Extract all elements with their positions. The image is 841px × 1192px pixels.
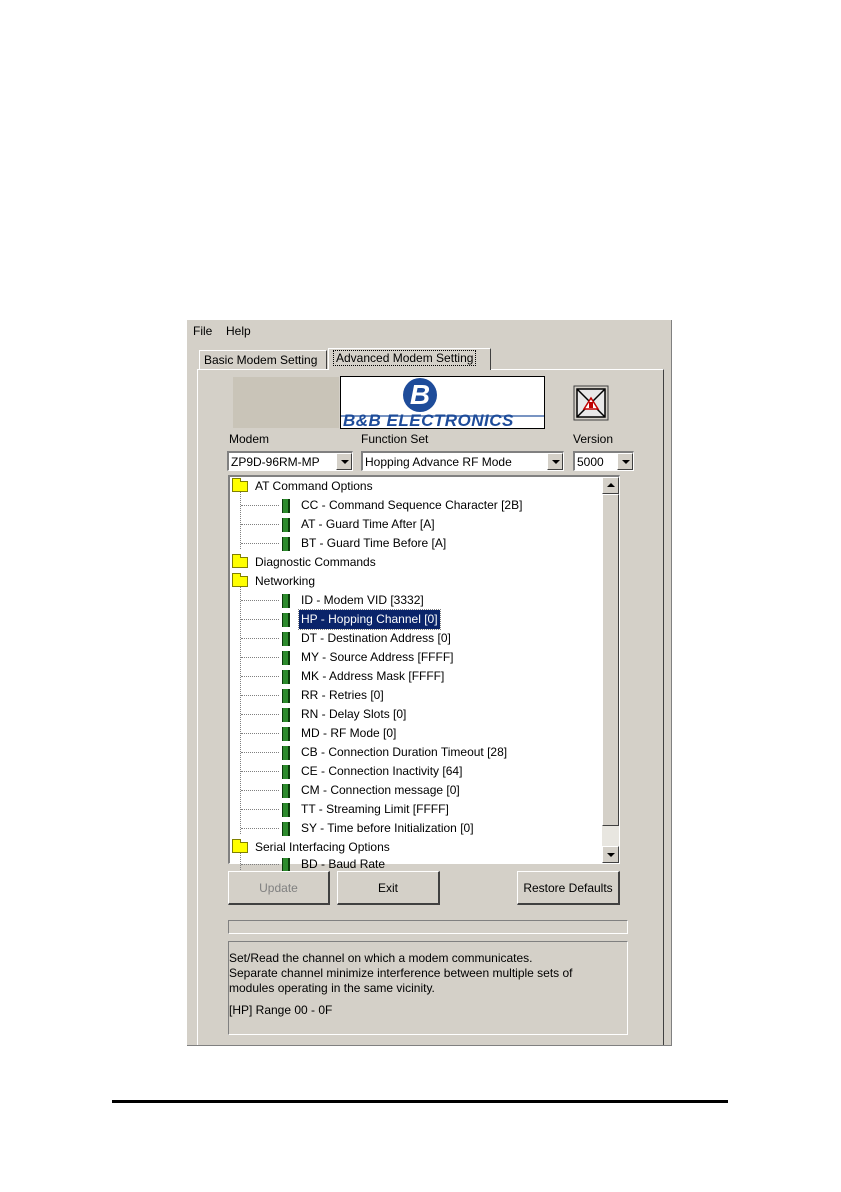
- tab-basic-label: Basic Modem Setting: [204, 353, 318, 367]
- tree-connector: [241, 771, 279, 772]
- version-dropdown-button[interactable]: [617, 453, 633, 470]
- tree-item[interactable]: [230, 705, 600, 724]
- parameter-icon: [282, 689, 290, 703]
- version-value: 5000: [577, 455, 604, 469]
- description-line: Set/Read the channel on which a modem communicates.: [229, 951, 533, 965]
- tree-connector: [241, 524, 279, 525]
- chevron-down-icon: [552, 460, 560, 464]
- tree-item[interactable]: [230, 743, 600, 762]
- tab-advanced-modem-setting[interactable]: [328, 348, 491, 370]
- tree-item-label: MK - Address Mask [FFFF]: [301, 669, 445, 683]
- chevron-down-icon: [341, 460, 349, 464]
- tree-connector: [241, 619, 279, 620]
- tree-connector: [241, 505, 279, 506]
- tree-item[interactable]: [230, 667, 600, 686]
- modem-dropdown-button[interactable]: [336, 453, 352, 470]
- tree-connector: [241, 714, 279, 715]
- parameter-icon: [282, 708, 290, 722]
- tree-folder-label: AT Command Options: [255, 479, 373, 493]
- folder-icon: [232, 842, 248, 853]
- parameter-icon: [282, 537, 290, 551]
- parameter-icon: [282, 651, 290, 665]
- tree-folder-label: Networking: [255, 574, 316, 588]
- tree-connector: [241, 676, 279, 677]
- tree-folder-networking[interactable]: [230, 572, 600, 591]
- tree-item-label: HP - Hopping Channel [0]: [299, 610, 440, 629]
- tree-connector: [241, 695, 279, 696]
- modem-select[interactable]: [227, 451, 353, 471]
- parameter-icon: [282, 765, 290, 779]
- function-set-label: Function Set: [361, 432, 429, 446]
- modem-value: ZP9D-96RM-MP: [231, 455, 320, 469]
- tree-item-label: ID - Modem VID [3332]: [301, 593, 424, 607]
- parameter-icon: [282, 670, 290, 684]
- folder-icon: [232, 557, 248, 568]
- parameter-icon: [282, 746, 290, 760]
- tree-item[interactable]: [230, 819, 600, 838]
- tree-item-label: DT - Destination Address [0]: [301, 631, 451, 645]
- disconnected-icon[interactable]: [573, 385, 609, 421]
- tree-item-label: RR - Retries [0]: [301, 688, 384, 702]
- scroll-thumb[interactable]: [602, 494, 619, 826]
- exit-button[interactable]: Exit: [337, 871, 440, 905]
- tree-item[interactable]: [230, 515, 600, 534]
- version-select[interactable]: [573, 451, 634, 471]
- menu-file[interactable]: File: [193, 324, 213, 338]
- tree-item[interactable]: [230, 496, 600, 515]
- tree-folder-label: Serial Interfacing Options: [255, 840, 390, 854]
- description-box: [228, 941, 628, 1035]
- parameter-icon: [282, 518, 290, 532]
- tree-connector: [241, 657, 279, 658]
- tree-item-label: MY - Source Address [FFFF]: [301, 650, 454, 664]
- tree-item-label: CM - Connection message [0]: [301, 783, 460, 797]
- version-label: Version: [573, 432, 614, 446]
- parameter-icon: [282, 499, 290, 513]
- tree-folder-label: Diagnostic Commands: [255, 555, 376, 569]
- scroll-up-button[interactable]: [602, 477, 619, 494]
- folder-icon: [232, 481, 248, 492]
- tree-connector: [241, 790, 279, 791]
- parameter-icon: [282, 858, 290, 872]
- tree-item-label: SY - Time before Initialization [0]: [301, 821, 474, 835]
- progress-bar: [228, 920, 628, 934]
- restore-defaults-button[interactable]: Restore Defaults: [517, 871, 620, 905]
- parameter-icon: [282, 613, 290, 627]
- function-set-value: Hopping Advance RF Mode: [365, 455, 512, 469]
- tree-item-label: TT - Streaming Limit [FFFF]: [301, 802, 449, 816]
- tree-connector: [241, 543, 279, 544]
- logo-mark: B: [403, 378, 437, 412]
- footer-rule: [112, 1100, 728, 1103]
- parameter-icon: [282, 594, 290, 608]
- tree-item-selected[interactable]: [230, 610, 600, 629]
- tree-connector: [241, 828, 279, 829]
- parameter-icon: [282, 784, 290, 798]
- parameter-icon: [282, 727, 290, 741]
- tree-item[interactable]: [230, 686, 600, 705]
- tree-connector: [241, 752, 279, 753]
- chevron-up-icon: [607, 483, 615, 487]
- tree-item-label: RN - Delay Slots [0]: [301, 707, 407, 721]
- tree-item[interactable]: [230, 629, 600, 648]
- placeholder-panel: [233, 377, 339, 428]
- menu-help[interactable]: Help: [226, 324, 251, 338]
- modem-label: Modem: [229, 432, 270, 446]
- tree-connector: [241, 600, 279, 601]
- parameter-icon: [282, 632, 290, 646]
- tree-item[interactable]: [230, 591, 600, 610]
- tree-item[interactable]: [230, 724, 600, 743]
- parameter-icon: [282, 822, 290, 836]
- tree-item-label: MD - RF Mode [0]: [301, 726, 397, 740]
- parameter-icon: [282, 803, 290, 817]
- tab-advanced-label: Advanced Modem Setting: [333, 350, 476, 366]
- function-set-select[interactable]: [361, 451, 564, 471]
- tab-basic-modem-setting[interactable]: [199, 350, 327, 369]
- tree-folder-diagnostic-commands[interactable]: [230, 553, 600, 572]
- bb-electronics-logo: [340, 376, 545, 429]
- tree-connector: [241, 733, 279, 734]
- menu-bar: [187, 320, 671, 342]
- tree-item[interactable]: [230, 800, 600, 819]
- logo-text: B&B ELECTRONICS: [343, 411, 514, 430]
- tree-item[interactable]: [230, 762, 600, 781]
- function-set-dropdown-button[interactable]: [547, 453, 563, 470]
- description-line: Separate channel minimize interference between multiple sets of: [229, 966, 573, 980]
- folder-icon: [232, 576, 248, 587]
- command-tree[interactable]: [228, 475, 620, 871]
- tree-connector: [241, 864, 279, 865]
- tree-item-label: BD - Baud Rate: [301, 857, 386, 871]
- description-line: modules operating in the same vicinity.: [229, 981, 435, 995]
- tree-item-label: CC - Command Sequence Character [2B]: [301, 498, 523, 512]
- tree-item-label: CE - Connection Inactivity [64]: [301, 764, 463, 778]
- tree-item[interactable]: [230, 534, 600, 553]
- range-text: [HP] Range 00 - 0F: [229, 1003, 333, 1017]
- update-button[interactable]: Update: [228, 871, 330, 905]
- tree-item-label: AT - Guard Time After [A]: [301, 517, 435, 531]
- tree-item[interactable]: [230, 648, 600, 667]
- tree-item-label: BT - Guard Time Before [A]: [301, 536, 447, 550]
- tree-folder-at-command-options[interactable]: [230, 477, 600, 496]
- tree-content: [230, 477, 601, 871]
- tree-item-label: CB - Connection Duration Timeout [28]: [301, 745, 508, 759]
- tree-connector: [241, 638, 279, 639]
- tree-connector: [241, 809, 279, 810]
- chevron-down-icon: [622, 460, 630, 464]
- tree-scrollbar[interactable]: [602, 477, 619, 863]
- scroll-down-button[interactable]: [602, 846, 619, 863]
- app-window: [187, 320, 672, 1046]
- chevron-down-icon: [607, 853, 615, 857]
- tree-item[interactable]: [230, 781, 600, 800]
